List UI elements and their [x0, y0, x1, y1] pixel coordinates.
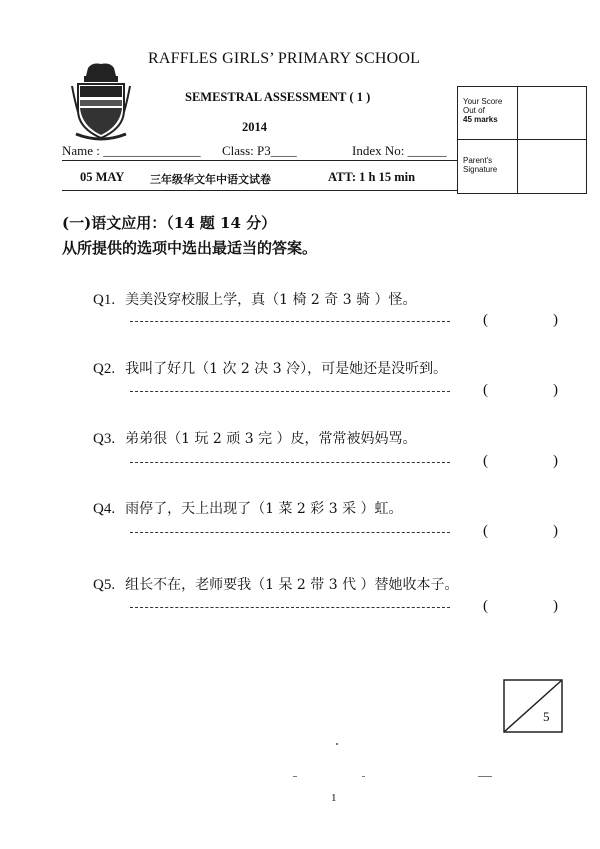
question-5: [93, 574, 459, 594]
score-label: Your Score Out of 45 marks: [463, 97, 503, 124]
question-4: [93, 498, 403, 518]
question-number: Q3.: [93, 431, 116, 447]
header-divider-top: [62, 160, 457, 161]
answer-paren-close: ): [553, 382, 558, 398]
answer-paren-open: (: [483, 382, 488, 398]
score-box: [457, 86, 587, 194]
question-2: [93, 358, 447, 378]
answer-paren-open: (: [483, 598, 488, 614]
parent-signature-label: Parent's Signature: [463, 156, 498, 174]
question-number: Q5.: [93, 577, 116, 593]
answer-box-2[interactable]: [492, 382, 550, 400]
scan-speck: [293, 776, 297, 777]
scan-speck: [478, 776, 492, 777]
name-field[interactable]: Name : _______________: [62, 143, 201, 158]
header-divider-bottom: [62, 190, 457, 191]
answer-paren-open: (: [483, 453, 488, 469]
page-score-value: 5: [543, 709, 550, 724]
index-field[interactable]: Index No: ______: [352, 143, 447, 158]
answer-line: [130, 532, 450, 533]
answer-box-3[interactable]: [492, 453, 550, 471]
answer-paren-close: ): [553, 598, 558, 614]
section-title: (一)语文应用：（14 题 14 分）: [62, 214, 277, 232]
question-text: 组长不在，老师要我（1 呆 2 带 3 代 ）替她收本子。: [125, 577, 459, 593]
exam-subject: 三年级华文年中语文试卷: [150, 173, 271, 186]
exam-date: 05 MAY: [80, 170, 125, 184]
question-1: [93, 289, 417, 309]
question-3: [93, 428, 417, 448]
question-number: Q2.: [93, 361, 116, 377]
answer-line: [130, 391, 450, 392]
answer-line: [130, 321, 450, 322]
section-instruction: 从所提供的选项中选出最适当的答案。: [62, 239, 318, 257]
answer-box-1[interactable]: [492, 312, 550, 330]
question-text: 雨停了，天上出现了（1 菜 2 彩 3 采 ）虹。: [125, 501, 403, 517]
answer-paren-open: (: [483, 312, 488, 328]
answer-paren-close: ): [553, 312, 558, 328]
class-field[interactable]: Class: P3____: [222, 143, 297, 158]
assessment-title: SEMESTRAL ASSESSMENT ( 1 ): [185, 90, 371, 104]
answer-paren-close: ): [553, 453, 558, 469]
scan-speck: [362, 776, 365, 777]
page-score-box: [503, 679, 563, 733]
question-text: 弟弟很（1 玩 2 顽 3 完 ）皮，常常被妈妈骂。: [125, 431, 417, 447]
question-number: Q4.: [93, 501, 116, 517]
exam-duration: ATT: 1 h 15 min: [328, 170, 416, 184]
page-number: 1: [331, 792, 337, 804]
question-number: Q1.: [93, 292, 116, 308]
answer-box-5[interactable]: [492, 598, 550, 616]
answer-box-4[interactable]: [492, 523, 550, 541]
exam-year: 2014: [242, 120, 267, 134]
school-name: RAFFLES GIRLS’ PRIMARY SCHOOL: [148, 50, 421, 67]
answer-paren-close: ): [553, 523, 558, 539]
scan-speck: [336, 743, 338, 745]
school-crest-icon: [70, 62, 132, 144]
answer-paren-open: (: [483, 523, 488, 539]
answer-line: [130, 607, 450, 608]
answer-line: [130, 462, 450, 463]
question-text: 我叫了好几（1 次 2 决 3 冷），可是她还是没听到。: [125, 361, 448, 377]
question-text: 美美没穿校服上学，真（1 椅 2 奇 3 骑 ）怪。: [125, 292, 417, 308]
